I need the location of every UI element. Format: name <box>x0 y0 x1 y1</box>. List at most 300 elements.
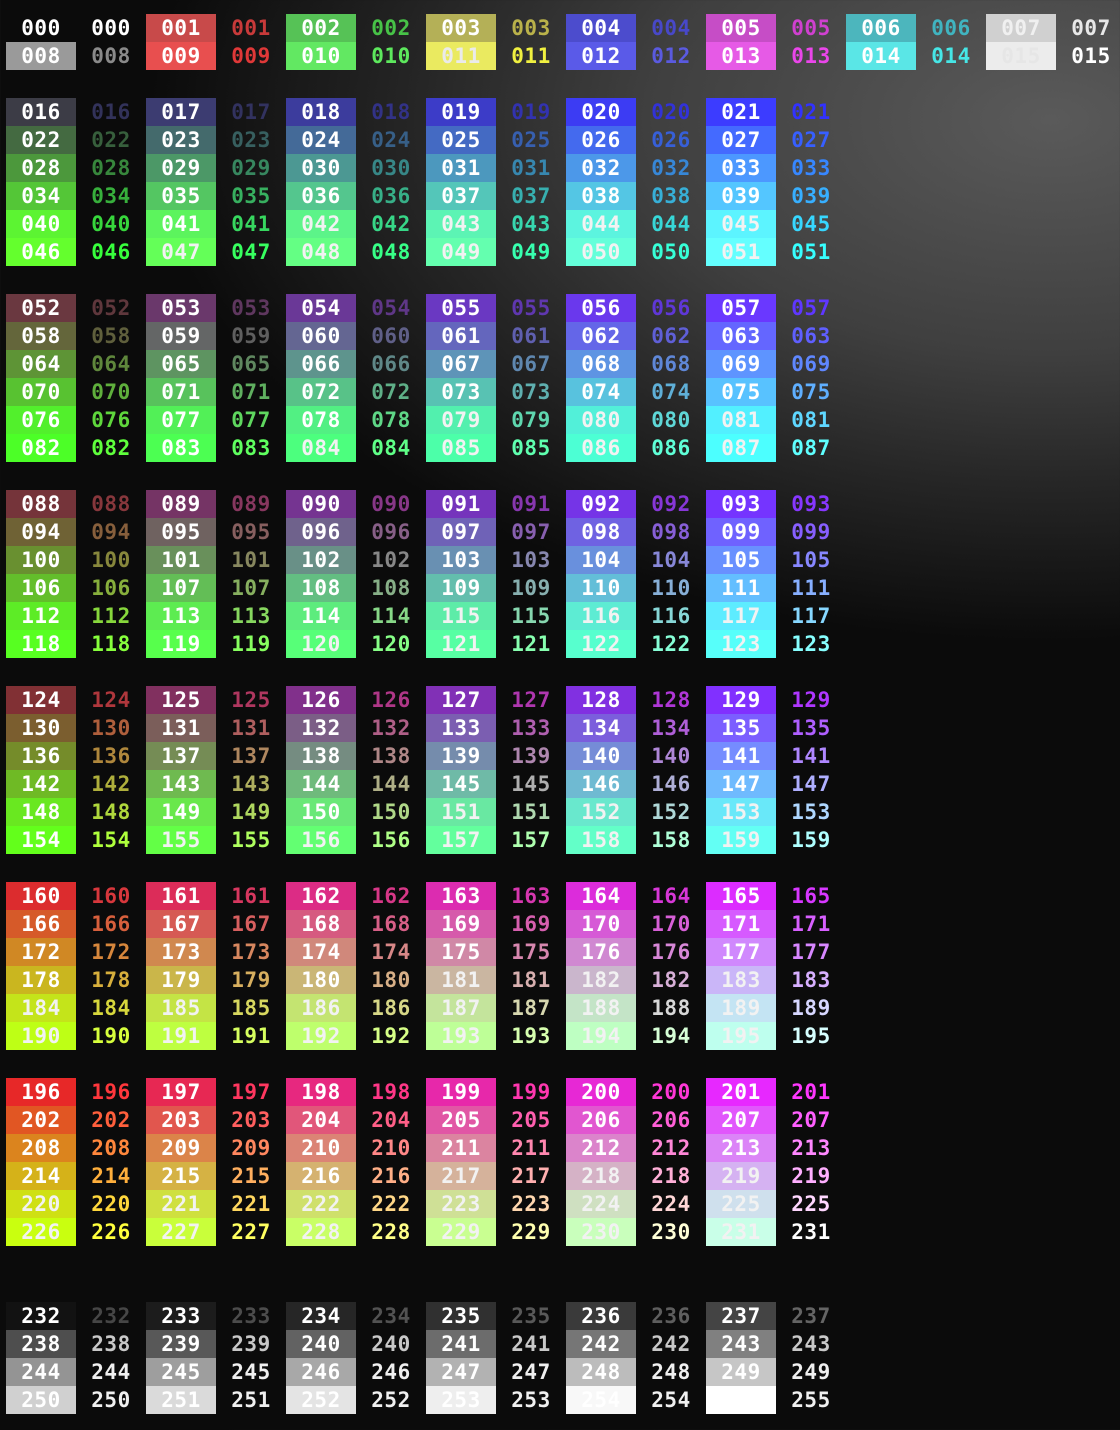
color-swatch: 100 <box>6 546 76 574</box>
color-swatch: 072 <box>286 378 356 406</box>
color-label: 207 <box>791 1108 831 1132</box>
color-label: 131 <box>231 716 271 740</box>
color-swatch: 201 <box>706 1078 776 1106</box>
color-label: 182 <box>651 968 691 992</box>
color-label: 015 <box>1071 44 1111 68</box>
color-swatch: 113 <box>146 602 216 630</box>
color-swatch: 210 <box>286 1134 356 1162</box>
color-label: 004 <box>651 16 691 40</box>
color-swatch: 108 <box>286 574 356 602</box>
color-label: 196 <box>91 1080 131 1104</box>
color-label: 110 <box>651 576 691 600</box>
color-swatch: 121 <box>426 630 496 658</box>
color-swatch: 045 <box>706 210 776 238</box>
color-swatch: 237 <box>706 1302 776 1330</box>
color-label: 177 <box>791 940 831 964</box>
color-swatch: 131 <box>146 714 216 742</box>
color-label: 000 <box>91 16 131 40</box>
color-label: 007 <box>1071 16 1111 40</box>
color-label: 018 <box>371 100 411 124</box>
color-swatch: 223 <box>426 1190 496 1218</box>
color-label: 173 <box>231 940 271 964</box>
color-label: 009 <box>231 44 271 68</box>
color-label: 160 <box>91 884 131 908</box>
color-label: 104 <box>651 548 691 572</box>
color-swatch: 014 <box>846 42 916 70</box>
color-label: 037 <box>511 184 551 208</box>
color-swatch: 157 <box>426 826 496 854</box>
color-swatch: 011 <box>426 42 496 70</box>
color-label: 163 <box>511 884 551 908</box>
color-swatch: 164 <box>566 882 636 910</box>
color-label: 084 <box>371 436 411 460</box>
color-swatch: 031 <box>426 154 496 182</box>
color-swatch: 003 <box>426 14 496 42</box>
color-label: 125 <box>231 688 271 712</box>
color-label: 079 <box>511 408 551 432</box>
color-label: 016 <box>91 100 131 124</box>
color-label: 039 <box>791 184 831 208</box>
color-swatch: 232 <box>6 1302 76 1330</box>
color-label: 213 <box>791 1136 831 1160</box>
color-swatch: 147 <box>706 770 776 798</box>
color-swatch: 066 <box>286 350 356 378</box>
color-label: 147 <box>791 772 831 796</box>
color-swatch: 037 <box>426 182 496 210</box>
color-label: 229 <box>511 1220 551 1244</box>
color-swatch: 243 <box>706 1330 776 1358</box>
color-label: 051 <box>791 240 831 264</box>
color-label: 178 <box>91 968 131 992</box>
color-swatch: 175 <box>426 938 496 966</box>
color-label: 120 <box>371 632 411 656</box>
color-swatch: 138 <box>286 742 356 770</box>
color-label: 237 <box>791 1304 831 1328</box>
color-swatch: 126 <box>286 686 356 714</box>
color-label: 060 <box>371 324 411 348</box>
color-label: 210 <box>371 1136 411 1160</box>
color-swatch: 085 <box>426 434 496 462</box>
color-label: 200 <box>651 1080 691 1104</box>
color-label: 247 <box>511 1360 551 1384</box>
color-swatch: 184 <box>6 994 76 1022</box>
color-label: 233 <box>231 1304 271 1328</box>
color-label: 225 <box>791 1192 831 1216</box>
color-label: 253 <box>511 1388 551 1412</box>
color-label: 094 <box>91 520 131 544</box>
color-label: 054 <box>371 296 411 320</box>
color-label: 048 <box>371 240 411 264</box>
color-label: 042 <box>371 212 411 236</box>
color-label: 072 <box>371 380 411 404</box>
color-swatch: 205 <box>426 1106 496 1134</box>
color-swatch: 169 <box>426 910 496 938</box>
color-swatch: 249 <box>706 1358 776 1386</box>
color-swatch: 215 <box>146 1162 216 1190</box>
color-label: 123 <box>791 632 831 656</box>
color-label: 249 <box>791 1360 831 1384</box>
color-label: 071 <box>231 380 271 404</box>
color-label: 221 <box>231 1192 271 1216</box>
color-label: 137 <box>231 744 271 768</box>
color-swatch: 122 <box>566 630 636 658</box>
color-swatch: 093 <box>706 490 776 518</box>
color-label: 091 <box>511 492 551 516</box>
color-label: 165 <box>791 884 831 908</box>
color-swatch: 075 <box>706 378 776 406</box>
color-label: 127 <box>511 688 551 712</box>
color-label: 142 <box>91 772 131 796</box>
color-label: 135 <box>791 716 831 740</box>
color-label: 129 <box>791 688 831 712</box>
color-label: 234 <box>371 1304 411 1328</box>
color-swatch: 038 <box>566 182 636 210</box>
color-swatch: 228 <box>286 1218 356 1246</box>
color-label: 069 <box>791 352 831 376</box>
color-swatch: 049 <box>426 238 496 266</box>
color-swatch: 141 <box>706 742 776 770</box>
color-swatch: 080 <box>566 406 636 434</box>
color-label: 226 <box>91 1220 131 1244</box>
color-swatch: 097 <box>426 518 496 546</box>
color-label: 170 <box>651 912 691 936</box>
color-label: 047 <box>231 240 271 264</box>
color-label: 020 <box>651 100 691 124</box>
color-label: 023 <box>231 128 271 152</box>
color-label: 028 <box>91 156 131 180</box>
color-label: 152 <box>651 800 691 824</box>
color-label: 216 <box>371 1164 411 1188</box>
color-swatch: 082 <box>6 434 76 462</box>
color-swatch: 042 <box>286 210 356 238</box>
color-label: 155 <box>231 828 271 852</box>
color-label: 068 <box>651 352 691 376</box>
color-label: 082 <box>91 436 131 460</box>
color-label: 033 <box>791 156 831 180</box>
color-label: 055 <box>511 296 551 320</box>
color-label: 119 <box>231 632 271 656</box>
color-label: 161 <box>231 884 271 908</box>
color-swatch: 044 <box>566 210 636 238</box>
color-swatch: 253 <box>426 1386 496 1414</box>
color-label: 164 <box>651 884 691 908</box>
color-swatch: 135 <box>706 714 776 742</box>
color-swatch: 019 <box>426 98 496 126</box>
color-label: 184 <box>91 996 131 1020</box>
color-swatch: 041 <box>146 210 216 238</box>
color-label: 121 <box>511 632 551 656</box>
color-label: 166 <box>91 912 131 936</box>
color-swatch: 006 <box>846 14 916 42</box>
color-label: 244 <box>91 1360 131 1384</box>
color-label: 086 <box>651 436 691 460</box>
color-swatch: 098 <box>566 518 636 546</box>
color-swatch: 214 <box>6 1162 76 1190</box>
color-swatch: 156 <box>286 826 356 854</box>
color-label: 059 <box>231 324 271 348</box>
color-label: 202 <box>91 1108 131 1132</box>
color-label: 181 <box>511 968 551 992</box>
color-swatch: 057 <box>706 294 776 322</box>
color-label: 118 <box>91 632 131 656</box>
color-label: 172 <box>91 940 131 964</box>
color-label: 255 <box>791 1388 831 1412</box>
color-swatch: 109 <box>426 574 496 602</box>
color-swatch: 119 <box>146 630 216 658</box>
color-label: 002 <box>371 16 411 40</box>
color-label: 243 <box>791 1332 831 1356</box>
color-swatch: 238 <box>6 1330 76 1358</box>
color-swatch: 009 <box>146 42 216 70</box>
color-label: 108 <box>371 576 411 600</box>
color-swatch: 142 <box>6 770 76 798</box>
color-label: 012 <box>651 44 691 68</box>
color-label: 228 <box>371 1220 411 1244</box>
color-label: 022 <box>91 128 131 152</box>
color-swatch: 029 <box>146 154 216 182</box>
color-swatch: 050 <box>566 238 636 266</box>
color-label: 140 <box>651 744 691 768</box>
color-swatch: 245 <box>146 1358 216 1386</box>
color-label: 031 <box>511 156 551 180</box>
color-swatch: 188 <box>566 994 636 1022</box>
color-swatch: 030 <box>286 154 356 182</box>
color-label: 111 <box>791 576 831 600</box>
color-swatch: 216 <box>286 1162 356 1190</box>
color-label: 236 <box>651 1304 691 1328</box>
color-swatch: 211 <box>426 1134 496 1162</box>
color-swatch: 067 <box>426 350 496 378</box>
color-label: 212 <box>651 1136 691 1160</box>
color-label: 057 <box>791 296 831 320</box>
color-label: 088 <box>91 492 131 516</box>
color-label: 083 <box>231 436 271 460</box>
color-swatch: 106 <box>6 574 76 602</box>
color-label: 077 <box>231 408 271 432</box>
color-swatch: 010 <box>286 42 356 70</box>
color-swatch: 134 <box>566 714 636 742</box>
color-swatch: 081 <box>706 406 776 434</box>
color-label: 167 <box>231 912 271 936</box>
color-swatch: 189 <box>706 994 776 1022</box>
color-label: 215 <box>231 1164 271 1188</box>
color-swatch: 254 <box>566 1386 636 1414</box>
color-swatch: 202 <box>6 1106 76 1134</box>
color-label: 081 <box>791 408 831 432</box>
color-swatch: 111 <box>706 574 776 602</box>
color-label: 171 <box>791 912 831 936</box>
color-swatch: 046 <box>6 238 76 266</box>
color-swatch: 096 <box>286 518 356 546</box>
color-swatch: 187 <box>426 994 496 1022</box>
color-swatch: 250 <box>6 1386 76 1414</box>
color-swatch: 170 <box>566 910 636 938</box>
color-swatch: 209 <box>146 1134 216 1162</box>
color-label: 025 <box>511 128 551 152</box>
color-swatch: 229 <box>426 1218 496 1246</box>
color-swatch: 165 <box>706 882 776 910</box>
color-label: 176 <box>651 940 691 964</box>
color-swatch: 162 <box>286 882 356 910</box>
color-swatch: 120 <box>286 630 356 658</box>
color-swatch: 076 <box>6 406 76 434</box>
color-swatch: 117 <box>706 602 776 630</box>
color-label: 191 <box>231 1024 271 1048</box>
color-swatch: 115 <box>426 602 496 630</box>
color-swatch: 052 <box>6 294 76 322</box>
color-label: 038 <box>651 184 691 208</box>
color-swatch: 150 <box>286 798 356 826</box>
color-swatch: 224 <box>566 1190 636 1218</box>
color-label: 113 <box>231 604 271 628</box>
color-label: 093 <box>791 492 831 516</box>
color-label: 208 <box>91 1136 131 1160</box>
color-label: 073 <box>511 380 551 404</box>
color-swatch: 114 <box>286 602 356 630</box>
color-swatch: 198 <box>286 1078 356 1106</box>
color-label: 026 <box>651 128 691 152</box>
color-swatch: 024 <box>286 126 356 154</box>
color-swatch: 226 <box>6 1218 76 1246</box>
color-label: 017 <box>231 100 271 124</box>
color-label: 136 <box>91 744 131 768</box>
color-swatch: 252 <box>286 1386 356 1414</box>
color-swatch: 043 <box>426 210 496 238</box>
color-swatch: 060 <box>286 322 356 350</box>
color-swatch: 004 <box>566 14 636 42</box>
color-label: 150 <box>371 800 411 824</box>
color-label: 044 <box>651 212 691 236</box>
color-label: 159 <box>791 828 831 852</box>
color-label: 224 <box>651 1192 691 1216</box>
color-label: 036 <box>371 184 411 208</box>
color-swatch: 005 <box>706 14 776 42</box>
color-swatch: 213 <box>706 1134 776 1162</box>
color-swatch: 219 <box>706 1162 776 1190</box>
color-swatch: 140 <box>566 742 636 770</box>
color-label: 021 <box>791 100 831 124</box>
color-label: 043 <box>511 212 551 236</box>
color-label: 230 <box>651 1220 691 1244</box>
color-label: 008 <box>91 44 131 68</box>
color-label: 063 <box>791 324 831 348</box>
color-swatch: 035 <box>146 182 216 210</box>
color-swatch: 053 <box>146 294 216 322</box>
color-swatch: 087 <box>706 434 776 462</box>
color-swatch: 012 <box>566 42 636 70</box>
color-label: 035 <box>231 184 271 208</box>
color-swatch: 166 <box>6 910 76 938</box>
color-swatch: 244 <box>6 1358 76 1386</box>
color-swatch: 172 <box>6 938 76 966</box>
color-swatch: 039 <box>706 182 776 210</box>
color-swatch: 186 <box>286 994 356 1022</box>
color-label: 238 <box>91 1332 131 1356</box>
color-label: 085 <box>511 436 551 460</box>
color-swatch: 051 <box>706 238 776 266</box>
color-label: 193 <box>511 1024 551 1048</box>
color-label: 232 <box>91 1304 131 1328</box>
color-swatch: 088 <box>6 490 76 518</box>
color-label: 096 <box>371 520 411 544</box>
color-label: 242 <box>651 1332 691 1356</box>
color-swatch: 185 <box>146 994 216 1022</box>
color-swatch: 168 <box>286 910 356 938</box>
color-label: 122 <box>651 632 691 656</box>
color-label: 107 <box>231 576 271 600</box>
color-label: 227 <box>231 1220 271 1244</box>
color-label: 064 <box>91 352 131 376</box>
color-label: 074 <box>651 380 691 404</box>
color-label: 006 <box>931 16 971 40</box>
color-swatch: 155 <box>146 826 216 854</box>
color-swatch: 161 <box>146 882 216 910</box>
color-swatch: 013 <box>706 42 776 70</box>
color-swatch: 110 <box>566 574 636 602</box>
color-swatch: 017 <box>146 98 216 126</box>
color-label: 143 <box>231 772 271 796</box>
color-label: 005 <box>791 16 831 40</box>
color-label: 133 <box>511 716 551 740</box>
color-label: 117 <box>791 604 831 628</box>
color-label: 139 <box>511 744 551 768</box>
color-swatch: 129 <box>706 686 776 714</box>
color-label: 112 <box>91 604 131 628</box>
color-label: 205 <box>511 1108 551 1132</box>
color-swatch: 078 <box>286 406 356 434</box>
color-swatch: 070 <box>6 378 76 406</box>
color-label: 186 <box>371 996 411 1020</box>
color-label: 209 <box>231 1136 271 1160</box>
color-label: 180 <box>371 968 411 992</box>
color-swatch: 055 <box>426 294 496 322</box>
color-swatch: 212 <box>566 1134 636 1162</box>
color-swatch: 127 <box>426 686 496 714</box>
color-swatch: 020 <box>566 98 636 126</box>
color-label: 045 <box>791 212 831 236</box>
color-swatch: 099 <box>706 518 776 546</box>
color-swatch: 083 <box>146 434 216 462</box>
color-swatch: 176 <box>566 938 636 966</box>
color-swatch: 180 <box>286 966 356 994</box>
color-swatch: 239 <box>146 1330 216 1358</box>
color-label: 162 <box>371 884 411 908</box>
color-label: 239 <box>231 1332 271 1356</box>
color-swatch: 047 <box>146 238 216 266</box>
color-swatch: 159 <box>706 826 776 854</box>
color-label: 050 <box>651 240 691 264</box>
color-swatch: 123 <box>706 630 776 658</box>
color-label: 149 <box>231 800 271 824</box>
color-label: 251 <box>231 1388 271 1412</box>
color-swatch: 103 <box>426 546 496 574</box>
color-swatch: 130 <box>6 714 76 742</box>
color-label: 235 <box>511 1304 551 1328</box>
color-swatch: 144 <box>286 770 356 798</box>
color-label: 189 <box>791 996 831 1020</box>
color-label: 080 <box>651 408 691 432</box>
color-swatch: 018 <box>286 98 356 126</box>
color-label: 132 <box>371 716 411 740</box>
color-swatch: 137 <box>146 742 216 770</box>
color-label: 148 <box>91 800 131 824</box>
color-swatch: 007 <box>986 14 1056 42</box>
color-label: 169 <box>511 912 551 936</box>
color-label: 218 <box>651 1164 691 1188</box>
color-label: 109 <box>511 576 551 600</box>
color-swatch: 032 <box>566 154 636 182</box>
color-label: 158 <box>651 828 691 852</box>
